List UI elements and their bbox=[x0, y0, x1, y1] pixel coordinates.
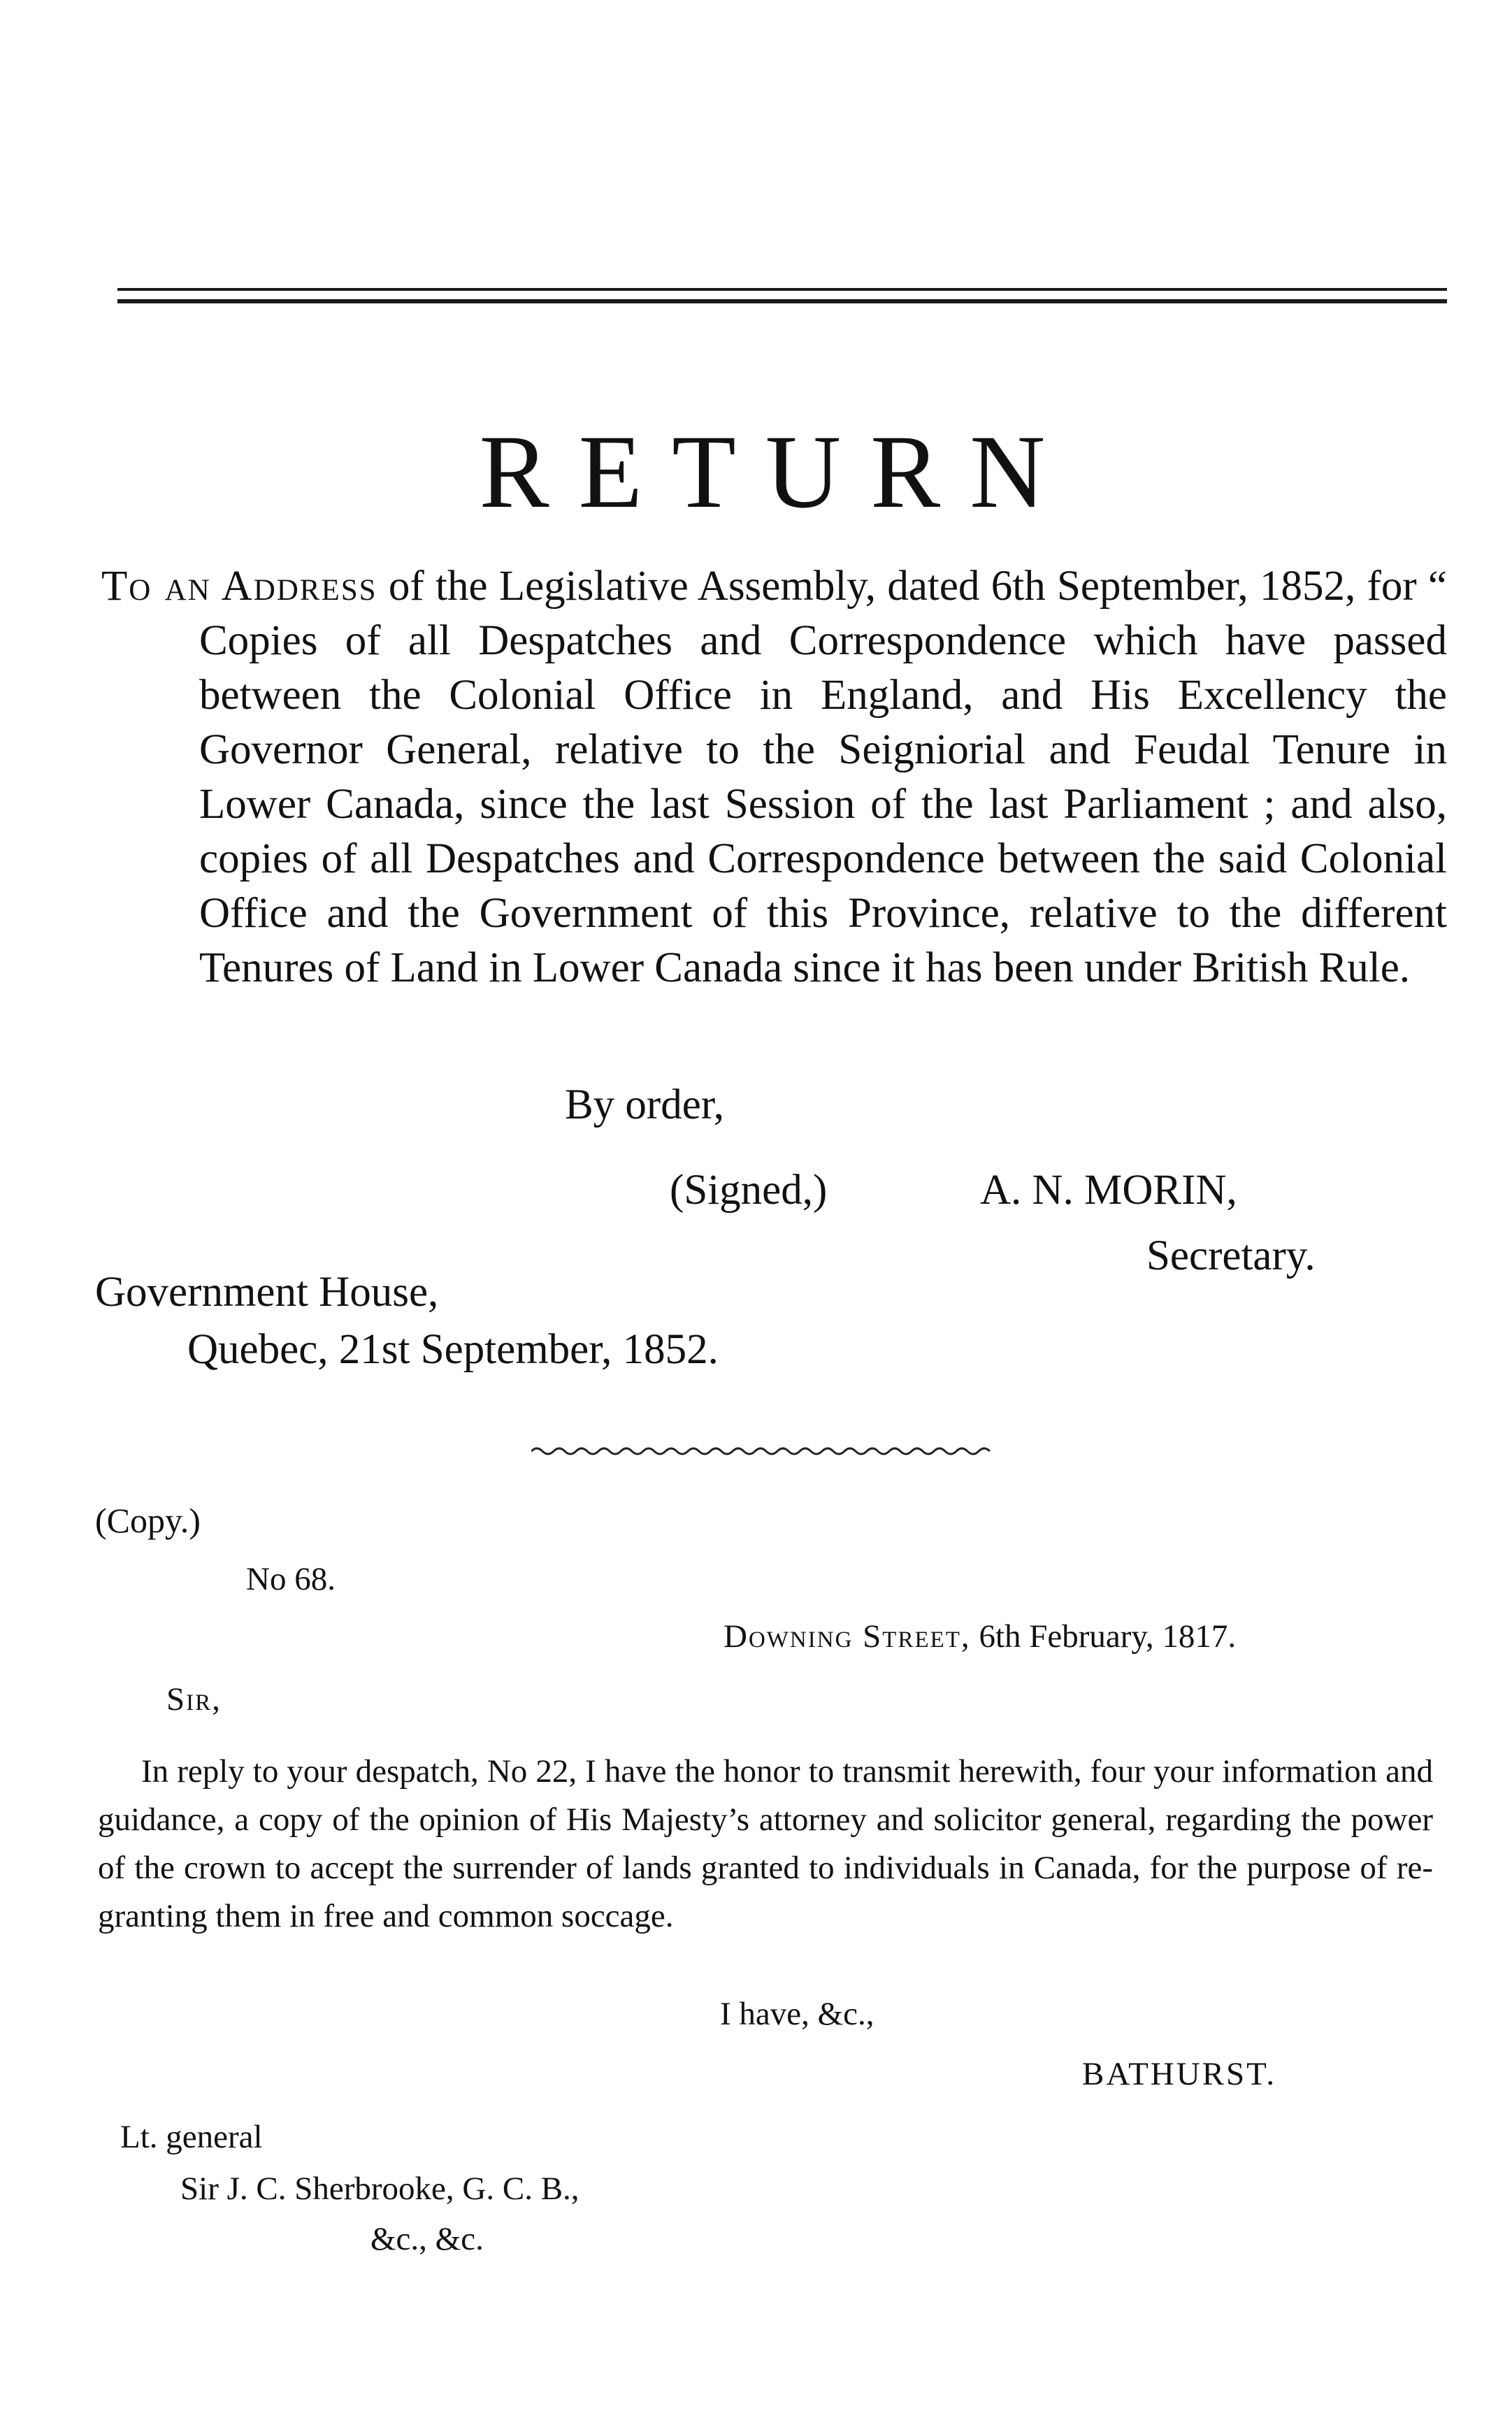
address-lead: To an Address bbox=[101, 563, 377, 610]
top-rule-upper bbox=[117, 288, 1447, 291]
wavy-separator bbox=[531, 1446, 993, 1457]
top-rule-lower bbox=[117, 299, 1447, 303]
closing: I have, &c., bbox=[720, 1996, 874, 2032]
addressee-line-3: &c., &c. bbox=[370, 2221, 484, 2257]
despatch-body-text: In reply to your despatch, No 22, I have the honor to transmit herewith, four your information and guidance, a copy of the opinion of His Majesty’s attorney and solicitor general, regarding the power of the crown to accept the surrender of lands granted to individuals in Canada, for the purpose of re-granting them in free and common soccage. bbox=[98, 1753, 1433, 1934]
place-line-2: Quebec, 21st September, 1852. bbox=[187, 1326, 719, 1373]
by-order: By order, bbox=[565, 1081, 724, 1128]
dateline-street: Downing Street, bbox=[723, 1618, 971, 1655]
page-title: RETURN bbox=[479, 414, 1075, 530]
signer-name: BATHURST. bbox=[1082, 2056, 1277, 2092]
address-text: of the Legislative Assembly, dated 6th September, 1852, for “ Copies of all Despatches and Correspondence which have passed between the Colonial Office in England, and His Excellency the Governor General, relative to the Seigniorial and Feudal Tenure in Lower Canada, since the last Session of the last Parliament ; and also, copies of all Despatches and Correspondence between the said Colonial Office and the Government of this Province, relative to the different Tenures of Land in Lower Canada since it has been under British Rule. bbox=[199, 563, 1447, 991]
salutation: Sir, bbox=[166, 1681, 222, 1718]
dateline-date: 6th February, 1817. bbox=[979, 1618, 1237, 1655]
address-paragraph bbox=[101, 559, 1447, 995]
addressee-line-2: Sir J. C. Sherbrooke, G. C. B., bbox=[180, 2171, 579, 2207]
signatory-role: Secretary. bbox=[1146, 1232, 1316, 1279]
signatory-name: A. N. MORIN, bbox=[980, 1167, 1237, 1214]
copy-label: (Copy.) bbox=[95, 1501, 201, 1540]
addressee-line-1: Lt. general bbox=[120, 2119, 263, 2155]
despatch-number: No 68. bbox=[246, 1561, 336, 1597]
despatch-body bbox=[98, 1748, 1433, 1941]
despatch-dateline bbox=[723, 1620, 1236, 1653]
place-line-1: Government House, bbox=[95, 1269, 439, 1316]
signed-label: (Signed,) bbox=[670, 1167, 828, 1214]
